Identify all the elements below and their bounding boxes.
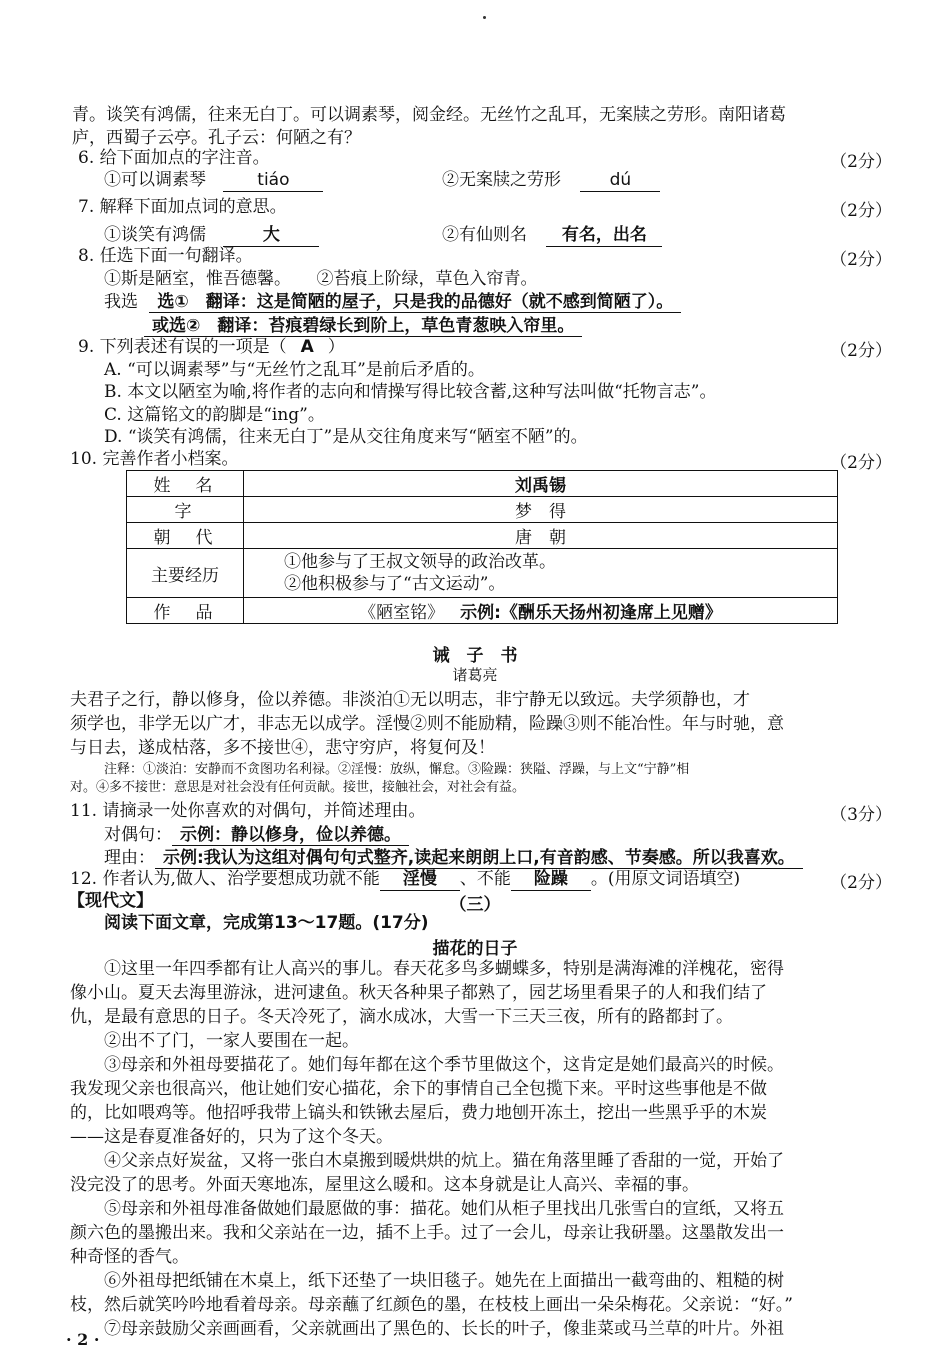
q11-pair-label: 对偶句： — [104, 825, 172, 845]
profile-value: 梦 得 — [244, 497, 838, 523]
q12-post: 。(用原文词语填空) — [590, 869, 741, 889]
question-6-b — [442, 169, 660, 192]
section-number: （三） — [449, 895, 501, 915]
profile-key: 字 — [127, 497, 244, 523]
profile-value — [244, 549, 838, 598]
q9-answer: A — [300, 337, 314, 357]
profile-value — [244, 471, 838, 497]
profile-row — [127, 523, 838, 549]
q9-option-d: D. “谈笑有鸿儒，往来无白丁”是从交往角度来写“陋室不陋”的。 — [104, 427, 588, 447]
q7-a-answer: 大 — [223, 224, 319, 247]
article-line: ⑥外祖母把纸铺在木桌上，纸下还垫了一块旧毯子。她先在上面描出一截弯曲的、粗糙的树 — [104, 1271, 784, 1291]
profile-name: 刘禹锡 — [507, 476, 574, 497]
question-8-answer-2 — [144, 315, 582, 337]
article-line: ①这里一年四季都有让人高兴的事儿。春天花多鸟多蝴蝶多，特别是满海滩的洋槐花，密得 — [104, 959, 784, 979]
q7-b-label: ②有仙则名 — [442, 225, 527, 245]
passage-line: 庐，西蜀子云亭。孔子云：何陋之有？ — [72, 128, 361, 148]
question-11-stem: 11. 请摘录一处你喜欢的对偶句，并简述理由。 — [70, 801, 426, 821]
q6-a-answer: tiáo — [223, 169, 323, 192]
article-line: ⑦母亲鼓励父亲画画看，父亲就画出了黑色的、长长的叶子，像韭菜或马兰草的叶片。外祖 — [104, 1319, 784, 1339]
profile-row — [127, 497, 838, 523]
article-line: ——这是春夏准备好的，只为了这个冬天。 — [70, 1127, 393, 1147]
passage-note: 对。④多不接世：意思是对社会没有任何贡献。接世，接触社会，对社会有益。 — [70, 780, 526, 795]
q11-pair-answer: 示例：静以修身，俭以养德。 — [172, 825, 409, 846]
question-6-score: （2分） — [830, 152, 892, 172]
question-10-score: （2分） — [830, 453, 892, 473]
passage-line: 夫君子之行，静以修身，俭以养德。非淡泊①无以明志，非宁静无以致远。夫学须静也，才 — [70, 690, 750, 710]
question-12 — [70, 868, 740, 891]
q11-pair — [104, 824, 409, 846]
q11-reason-answer: 示例:我认为这组对偶句句式整齐,读起来朗朗上口,有音韵感、节奏感。所以我喜欢。 — [155, 848, 803, 869]
q12-mid: 、不能 — [459, 869, 511, 889]
q12-answer-2: 险躁 — [511, 868, 591, 891]
q6-b-label: ②无案牍之劳形 — [442, 170, 561, 190]
q12-pre: 12. 作者认为,做人、治学要想成功就不能 — [70, 869, 380, 889]
article-line: 我发现父亲也很高兴，他让她们安心描花，余下的事情自己全包揽下来。平时这些事他是不做 — [70, 1079, 767, 1099]
question-10-stem: 10. 完善作者小档案。 — [70, 449, 239, 469]
q9-stem-text: 9. 下列表述有误的一项是（ — [78, 337, 287, 357]
q12-answer-1: 淫慢 — [380, 868, 460, 891]
q7-b-answer: 有名，出名 — [546, 224, 662, 247]
question-8-stem: 8. 任选下面一句翻译。 — [78, 246, 253, 266]
question-9-score: （2分） — [830, 341, 892, 361]
passage-line: 须学也，非学无以广才，非志无以成学。淫慢②则不能励精，险躁③则不能冶性。年与时驰，意 — [70, 714, 784, 734]
author-profile-table — [126, 470, 838, 624]
profile-key: 姓 名 — [127, 471, 244, 497]
profile-experience-1: ①他参与了王叔文领导的政治改革。 — [284, 552, 556, 572]
q8-answer-1: 选① 翻译：这是简陋的屋子，只是我的品德好（就不感到简陋了）。 — [149, 292, 681, 313]
profile-key: 朝 代 — [127, 523, 244, 549]
question-6-stem: 6. 给下面加点的字注音。 — [78, 148, 270, 168]
article-line: 的，比如喂鸡等。他招呼我带上镐头和铁锹去屋后，费力地刨开冻土，挖出一些黑乎乎的木炭 — [70, 1103, 767, 1123]
profile-key: 主要经历 — [127, 549, 244, 598]
passage-note: 注释：①淡泊：安静而不贪图功名利禄。②淫慢：放纵，懈怠。③险躁：狭隘、浮躁，与上文“宁静”相 — [104, 762, 690, 777]
section-instruction: 阅读下面文章，完成第13～17题。(17分) — [104, 913, 429, 933]
passage-author: 诸葛亮 — [452, 666, 498, 684]
article-line: 种奇怪的香气。 — [70, 1247, 189, 1267]
question-7-score: （2分） — [830, 201, 892, 221]
question-7-b — [442, 224, 662, 247]
question-8-answer-1 — [104, 291, 681, 313]
profile-experience-2: ②他积极参与了“古文运动”。 — [284, 574, 506, 594]
question-9-stem — [78, 336, 345, 358]
q6-b-answer: dú — [580, 169, 660, 192]
article-line: 仇，是最有意思的日子。冬天冷死了，滴水成冰，大雪一下三天三夜，所有的路都封了。 — [70, 1007, 733, 1027]
question-12-score: （2分） — [830, 873, 892, 893]
section-label: 【现代文】 — [68, 891, 153, 911]
article-line: 没完没了的思考。外面天寒地冻，屋里这么暖和。这本身就是让人高兴、幸福的事。 — [70, 1175, 699, 1195]
q8-answer-2: 或选② 翻译：苔痕碧绿长到阶上，草色青葱映入帘里。 — [144, 316, 582, 337]
profile-key: 作 品 — [127, 598, 244, 624]
question-8-score: （2分） — [830, 250, 892, 270]
profile-value: 唐 朝 — [244, 523, 838, 549]
article-line: ③母亲和外祖母要描花了。她们每年都在这个季节里做这个，这肯定是她们最高兴的时候。 — [104, 1055, 784, 1075]
profile-work-1: 《陋室铭》 — [351, 603, 452, 624]
article-line: 颜六色的墨搬出来。我和父亲站在一边，插不上手。过了一会儿，母亲让我研墨。这墨散发出一 — [70, 1223, 784, 1243]
article-title: 描花的日子 — [432, 939, 518, 959]
q9-option-b: B. 本文以陋室为喻,将作者的志向和情操写得比较含蓄,这种写法叫做“托物言志”。 — [104, 382, 717, 402]
profile-row — [127, 598, 838, 624]
passage-line: 与日去，遂成枯落，多不接世④，悲守穷庐，将复何及！ — [70, 738, 495, 758]
q8-pick-label: 我选 — [104, 292, 138, 312]
question-7-stem: 7. 解释下面加点词的意思。 — [78, 197, 287, 217]
question-6-a — [104, 169, 323, 192]
question-7-a — [104, 224, 319, 247]
q9-stem-end: ） — [327, 337, 345, 357]
question-8-options: ①斯是陋室，惟吾德馨。 ②苔痕上阶绿，草色入帘青。 — [104, 269, 538, 289]
q7-a-label: ①谈笑有鸿儒 — [104, 225, 206, 245]
question-11-score: （3分） — [830, 805, 892, 825]
article-line: ④父亲点好炭盆，又将一张白木桌搬到暖烘烘的炕上。猫在角落里睡了香甜的一觉，开始了 — [104, 1151, 784, 1171]
profile-row — [127, 549, 838, 598]
q9-option-c: C. 这篇铭文的韵脚是“ing”。 — [104, 405, 325, 425]
passage-title: 诫 子 书 — [432, 646, 518, 666]
profile-row — [127, 471, 838, 497]
passage-line: 青。谈笑有鸿儒，往来无白丁。可以调素琴，阅金经。无丝竹之乱耳，无案牍之劳形。南阳诸葛 — [72, 105, 786, 125]
q11-reason — [104, 847, 803, 869]
q6-a-label: ①可以调素琴 — [104, 170, 206, 190]
article-line: ②出不了门，一家人要围在一起。 — [104, 1031, 359, 1051]
scan-speck — [483, 16, 486, 19]
article-line: 枝，然后就笑吟吟地看着母亲。母亲蘸了红颜色的墨，在枝枝上画出一朵朵梅花。父亲说：“好。” — [70, 1295, 793, 1315]
page-number: · 2 · — [66, 1330, 100, 1349]
article-line: 像小山。夏天去海里游泳，进河逮鱼。秋天各种果子都熟了，园艺场里看果子的人和我们结了 — [70, 983, 767, 1003]
profile-value — [244, 598, 838, 624]
q9-option-a: A. “可以调素琴”与“无丝竹之乱耳”是前后矛盾的。 — [104, 360, 485, 380]
article-line: ⑤母亲和外祖母准备做她们最愿做的事：描花。她们从柜子里找出几张雪白的宣纸，又将五 — [104, 1199, 784, 1219]
profile-work-2: 示例:《酬乐天扬州初逢席上见赠》 — [452, 603, 730, 624]
q11-reason-label: 理由： — [104, 848, 155, 868]
